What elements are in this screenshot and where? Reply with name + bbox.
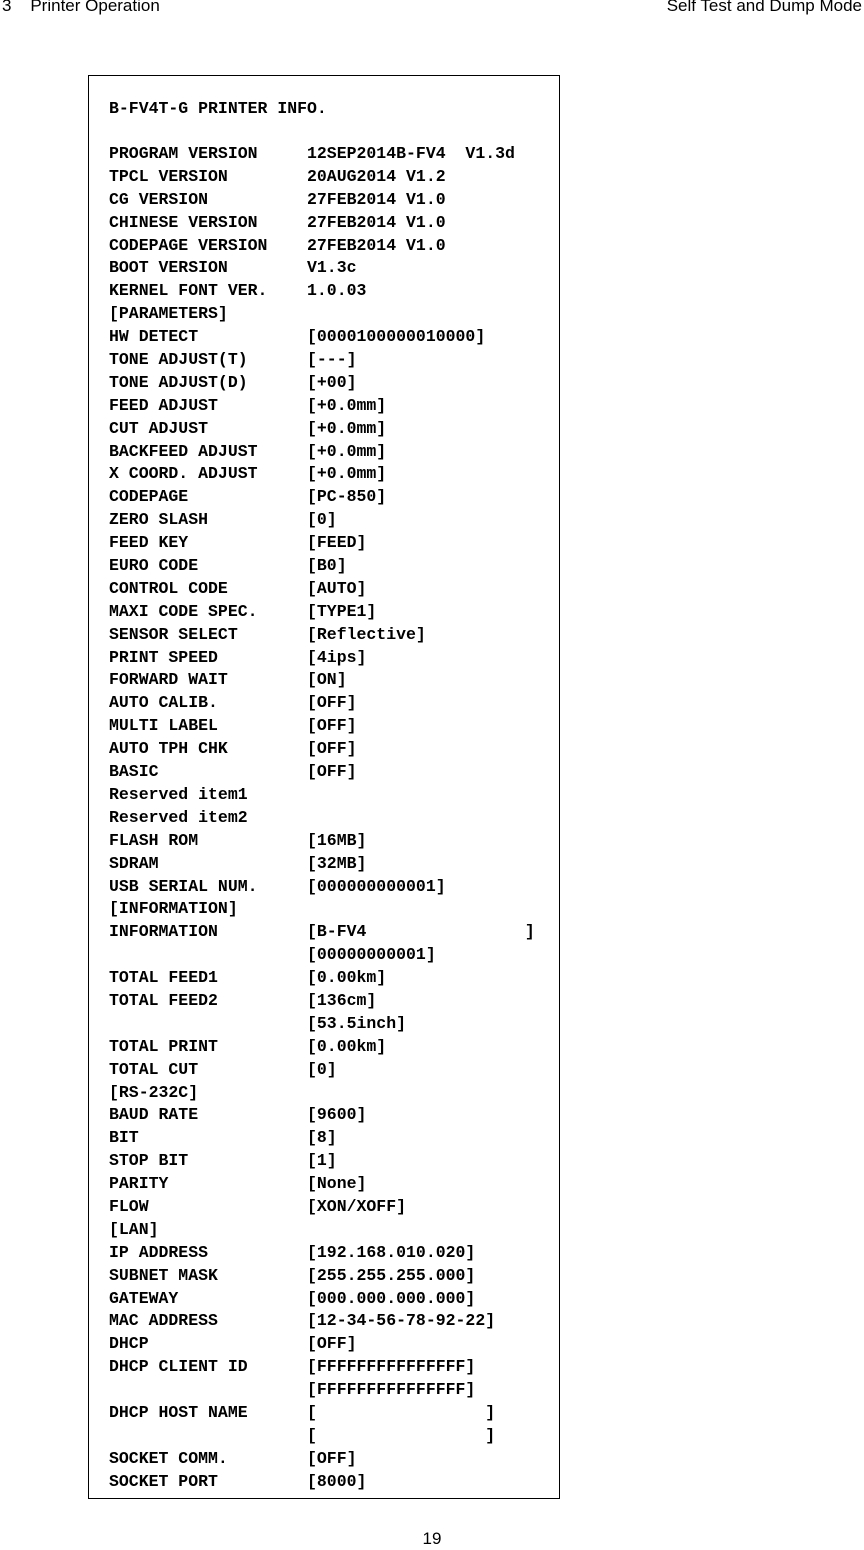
setting-label: FLOW bbox=[109, 1196, 149, 1216]
setting-value: 27FEB2014 V1.0 bbox=[307, 189, 446, 209]
setting-label: [RS-232C] bbox=[109, 1082, 199, 1102]
setting-label: [INFORMATION] bbox=[109, 899, 238, 919]
setting-label: MAXI CODE SPEC. bbox=[109, 601, 258, 621]
setting-value: [XON/XOFF] bbox=[307, 1196, 407, 1216]
setting-value: 1.0.03 bbox=[307, 281, 367, 301]
setting-label: TONE ADJUST(D) bbox=[109, 372, 248, 392]
setting-label: HW DETECT bbox=[109, 327, 199, 347]
setting-value: [+0.0mm] bbox=[307, 441, 387, 461]
setting-label: DHCP bbox=[109, 1334, 149, 1354]
setting-value: [FEED] bbox=[307, 533, 367, 553]
setting-value: [192.168.010.020] bbox=[307, 1242, 476, 1262]
setting-value: [Reflective] bbox=[307, 624, 426, 644]
chapter-heading: 3 Printer Operation bbox=[2, 0, 160, 15]
setting-label: [PARAMETERS] bbox=[109, 304, 228, 324]
setting-value: 12SEP2014B-FV4 V1.3d bbox=[307, 144, 515, 163]
setting-value: [000.000.000.000] bbox=[307, 1288, 476, 1308]
setting-value: [OFF] bbox=[307, 693, 357, 713]
setting-label: [LAN] bbox=[109, 1219, 159, 1239]
setting-value: [OFF] bbox=[307, 762, 357, 782]
setting-label: MAC ADDRESS bbox=[109, 1311, 218, 1331]
setting-label: SENSOR SELECT bbox=[109, 624, 238, 644]
setting-value: [136cm] bbox=[307, 990, 377, 1010]
setting-value: [OFF] bbox=[307, 716, 357, 736]
setting-label: ZERO SLASH bbox=[109, 510, 209, 530]
setting-label: AUTO CALIB. bbox=[109, 693, 218, 713]
setting-label: DHCP HOST NAME bbox=[109, 1402, 248, 1422]
setting-value: [1] bbox=[307, 1151, 337, 1171]
setting-value: [FFFFFFFFFFFFFFF] bbox=[307, 1380, 476, 1400]
setting-label: TOTAL FEED2 bbox=[109, 990, 218, 1010]
setting-value: [B-FV4 ] bbox=[307, 922, 535, 942]
setting-value: [TYPE1] bbox=[307, 601, 377, 621]
section-heading: Self Test and Dump Mode bbox=[666, 0, 862, 15]
setting-label: CODEPAGE bbox=[109, 487, 189, 507]
setting-label: PARITY bbox=[109, 1174, 169, 1194]
setting-label: CUT ADJUST bbox=[109, 418, 209, 438]
setting-label: Reserved item2 bbox=[109, 807, 248, 827]
setting-label: TOTAL PRINT bbox=[109, 1036, 218, 1056]
setting-label: CG VERSION bbox=[109, 189, 209, 209]
setting-label: FEED ADJUST bbox=[109, 395, 218, 415]
setting-value: [OFF] bbox=[307, 1334, 357, 1354]
setting-value: [ ] bbox=[307, 1425, 496, 1445]
setting-value: [ON] bbox=[307, 670, 347, 690]
setting-value: [000000000001] bbox=[307, 876, 446, 896]
setting-label: CONTROL CODE bbox=[109, 578, 228, 598]
setting-value: [None] bbox=[307, 1174, 367, 1194]
setting-label: FLASH ROM bbox=[109, 830, 199, 850]
printout-title: B-FV4T-G PRINTER INFO. bbox=[109, 99, 327, 118]
setting-label: SUBNET MASK bbox=[109, 1265, 218, 1285]
setting-value: [0] bbox=[307, 1059, 337, 1079]
setting-value: [00000000001] bbox=[307, 945, 436, 965]
setting-label: X COORD. ADJUST bbox=[109, 464, 258, 484]
setting-value: [8] bbox=[307, 1128, 337, 1148]
setting-label: KERNEL FONT VER. bbox=[109, 281, 268, 301]
setting-value: [255.255.255.000] bbox=[307, 1265, 476, 1285]
setting-value: [+00] bbox=[307, 372, 357, 392]
setting-value: [+0.0mm] bbox=[307, 395, 387, 415]
setting-value: [B0] bbox=[307, 556, 347, 576]
setting-label: FORWARD WAIT bbox=[109, 670, 228, 690]
setting-label: USB SERIAL NUM. bbox=[109, 876, 258, 896]
setting-label: TONE ADJUST(T) bbox=[109, 350, 248, 370]
setting-label: BACKFEED ADJUST bbox=[109, 441, 258, 461]
setting-value: [0000100000010000] bbox=[307, 327, 486, 347]
setting-value: 27FEB2014 V1.0 bbox=[307, 235, 446, 255]
setting-value: [12-34-56-78-92-22] bbox=[307, 1311, 496, 1331]
setting-value: [4ips] bbox=[307, 647, 367, 667]
setting-value: [---] bbox=[307, 350, 357, 370]
setting-label: GATEWAY bbox=[109, 1288, 179, 1308]
setting-label: BIT bbox=[109, 1128, 139, 1148]
setting-label: MULTI LABEL bbox=[109, 716, 218, 736]
setting-label: BAUD RATE bbox=[109, 1105, 199, 1125]
setting-label: TOTAL CUT bbox=[109, 1059, 199, 1079]
setting-value: [OFF] bbox=[307, 1448, 357, 1468]
setting-label: AUTO TPH CHK bbox=[109, 739, 228, 759]
setting-label: Reserved item1 bbox=[109, 784, 248, 804]
setting-label: STOP BIT bbox=[109, 1151, 189, 1171]
setting-label: DHCP CLIENT ID bbox=[109, 1357, 248, 1377]
setting-label: FEED KEY bbox=[109, 533, 189, 553]
setting-label: BASIC bbox=[109, 762, 159, 782]
setting-value: [0] bbox=[307, 510, 337, 530]
setting-label: TOTAL FEED1 bbox=[109, 968, 218, 988]
setting-value: [9600] bbox=[307, 1105, 367, 1125]
setting-value: [AUTO] bbox=[307, 578, 367, 598]
setting-label: CODEPAGE VERSION bbox=[109, 235, 268, 255]
setting-label: CHINESE VERSION bbox=[109, 212, 258, 232]
setting-value: [16MB] bbox=[307, 830, 367, 850]
setting-value: [FFFFFFFFFFFFFFF] bbox=[307, 1357, 476, 1377]
setting-label: EURO CODE bbox=[109, 556, 199, 576]
setting-value: 20AUG2014 V1.2 bbox=[307, 166, 446, 186]
setting-label: TPCL VERSION bbox=[109, 166, 228, 186]
setting-label: SOCKET COMM. bbox=[109, 1448, 228, 1468]
setting-value: [8000] bbox=[307, 1471, 367, 1491]
setting-label: SDRAM bbox=[109, 853, 159, 873]
setting-value: [53.5inch] bbox=[307, 1013, 407, 1033]
setting-label: PROGRAM VERSION bbox=[109, 144, 258, 163]
setting-value: [32MB] bbox=[307, 853, 367, 873]
setting-label: INFORMATION bbox=[109, 922, 218, 942]
setting-value: 27FEB2014 V1.0 bbox=[307, 212, 446, 232]
setting-label: PRINT SPEED bbox=[109, 647, 218, 667]
setting-label: IP ADDRESS bbox=[109, 1242, 209, 1262]
setting-value: [0.00km] bbox=[307, 968, 387, 988]
setting-value: [OFF] bbox=[307, 739, 357, 759]
page-number: 19 bbox=[422, 1529, 442, 1548]
setting-value: [+0.0mm] bbox=[307, 464, 387, 484]
setting-label: SOCKET PORT bbox=[109, 1471, 218, 1491]
setting-value: [ ] bbox=[307, 1402, 496, 1422]
setting-value: [PC-850] bbox=[307, 487, 387, 507]
setting-value: V1.3c bbox=[307, 258, 357, 278]
setting-value: [+0.0mm] bbox=[307, 418, 387, 438]
setting-label: BOOT VERSION bbox=[109, 258, 228, 278]
setting-value: [0.00km] bbox=[307, 1036, 387, 1056]
